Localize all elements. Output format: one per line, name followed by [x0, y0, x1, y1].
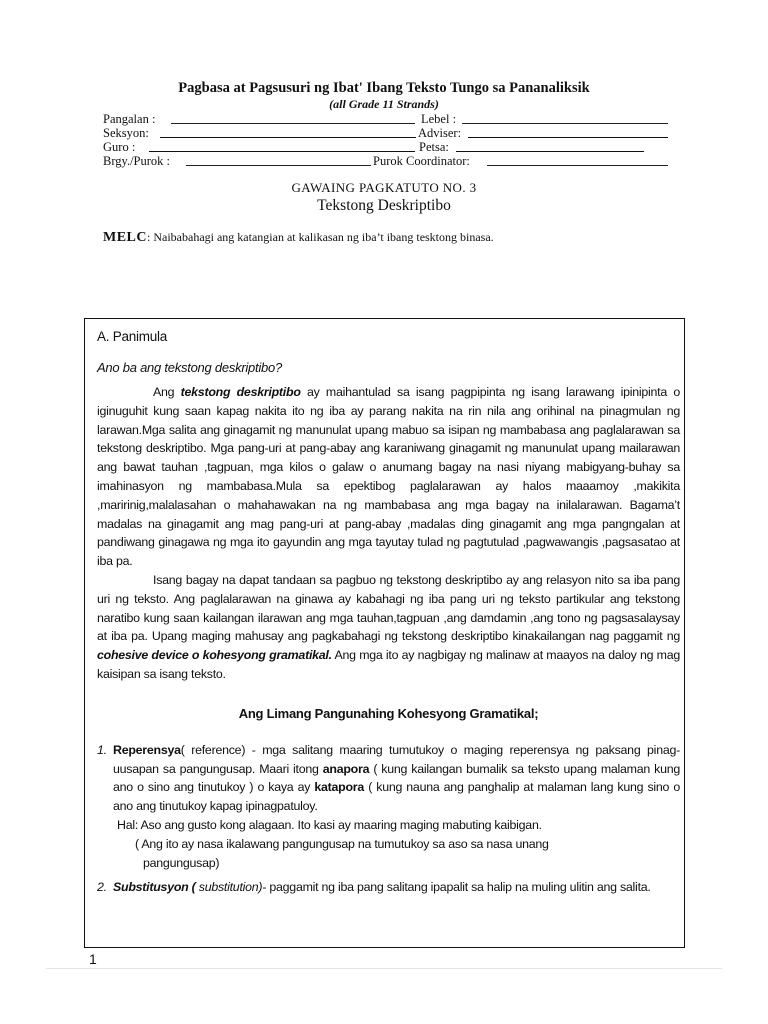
- p2-start: Isang bagay na dapat tandaan sa pagbuo ng tekstong deskriptibo ay ang relasyon nito sa iba pang uri ng teksto. Ang paglalarawan na ginawa ay kabahagi ng iba pang uri ng teksto partikular ang tekstong naratibo kung saan kailangan ilarawan ang mga tauhan,tagpuan ,ang damdamin ,ang tono ng pagsasalaysay at iba pa. Upang maging mahusay ang pagkabahagi ng tekstong deskriptibo kinakailangan nag paggamit ng: [97, 572, 680, 644]
- document-subtitle: (all Grade 11 Strands): [329, 97, 439, 111]
- pangalan-label: Pangalan :: [103, 112, 156, 126]
- coordinator-label: Purok Coordinator:: [373, 154, 470, 168]
- field-row-seksyon: [103, 126, 668, 140]
- guro-line[interactable]: [149, 151, 415, 152]
- item1-text1: ( reference) - mga salitang maaring tumutukoy o maging reperensya ng paksang pinag-uusapan sa pangungusap. Maari itong: [113, 742, 680, 776]
- seksyon-label: Seksyon:: [103, 126, 149, 140]
- petsa-line[interactable]: [456, 151, 644, 152]
- lebel-label: Lebel :: [421, 112, 457, 126]
- list-item-reperensya: [97, 741, 680, 816]
- lebel-line[interactable]: [462, 123, 668, 124]
- item1-anapora: anapora: [322, 761, 370, 776]
- list-item-substitusyon: [97, 878, 680, 897]
- item2-number: 2.: [97, 880, 107, 895]
- item2-term: Substitusyon (: [113, 880, 199, 895]
- p1-rest: ay maihantulad sa isang pagpipinta ng isang larawang ipinipinta o iginuguhit kung saan kapag nakita ito ng iba ay parang nakita na rin nila ang orihinal na pinagmulan ng larawan.Mga salita ang ginagamit ng manunulat upang mabuo sa isipan ng mambabasa ang paglalarawan sa tekstong deskriptibo. Mga pang-uri at pang-abay ang karaniwang ginagamit ng manunulat upang mailarawan ang bawat tauhan ,tagpuan, mga kilos o galaw o anumang bagay na nasi niyang mabigyang-buhay sa imahinasyon ng mambabasa.Mula sa epektibog paglalarawan ay halos maaamoy ,makikita ,maririnig,malalasahan o mahahawakan na ng mambabasa ang mga bagay na inilalarawan. Bagama’t madalas na ginagamit ang mag pang-uri at pang-abay ,madalas ding ginagamit ang mga pangngalan at pandiwang ginagawa ng mga ito gayundin ang mga tayutay tulad ng pagtutulad ,pagwawangis ,pagsasatao at iba pa.: [97, 385, 680, 569]
- item1-term: Reperensya: [113, 742, 181, 757]
- brgy-line[interactable]: [186, 165, 371, 166]
- guide-question: Ano ba ang tekstong deskriptibo?: [97, 360, 282, 375]
- adviser-line[interactable]: [468, 137, 668, 138]
- page-divider: [46, 968, 722, 969]
- melc-line: [103, 230, 494, 246]
- item1-number: 1.: [97, 742, 107, 757]
- item1-note-line2: pangungusap): [143, 855, 220, 870]
- item2-text: - paggamit ng iba pang salitang ipapalit sa halip na muling ulitin ang salita.: [262, 880, 651, 895]
- pangalan-line[interactable]: [171, 123, 415, 124]
- coordinator-line[interactable]: [487, 165, 668, 166]
- p2-term: cohesive device o kohesyong gramatikal.: [97, 648, 332, 663]
- paragraph-intro: [97, 383, 680, 571]
- activity-number: GAWAING PAGKATUTO NO. 3: [291, 180, 477, 195]
- content-body: [97, 329, 680, 897]
- section-heading: A. Panimula: [97, 329, 168, 344]
- field-row-pangalan: [103, 112, 668, 126]
- petsa-label: Petsa:: [419, 140, 449, 154]
- page-number: 1: [89, 951, 97, 967]
- seksyon-line[interactable]: [160, 137, 416, 138]
- guro-label: Guro :: [103, 140, 136, 154]
- brgy-label: Brgy./Purok :: [103, 154, 171, 168]
- item1-text3: ( kung nauna ang panghalip at malaman lang kung sino o ano ang tinutukoy kapag ipinagpatuloy.: [113, 780, 680, 814]
- paragraph-relation: [97, 571, 680, 684]
- field-row-guro: [103, 140, 668, 154]
- item1-example: Hal: Aso ang gusto kong alagaan. Ito kasi ay maaring maging mabuting kaibigan.: [117, 817, 542, 832]
- item1-note-line1: ( Ang ito ay nasa ikalawang pangungusap na tumutukoy sa aso sa nasa unang: [135, 836, 549, 851]
- melc-label: MELC: [103, 230, 147, 245]
- p1-start: Ang: [153, 385, 181, 399]
- activity-topic: Tekstong Deskriptibo: [317, 197, 451, 214]
- item2-term-italic: substitution): [198, 880, 263, 895]
- kohesyon-heading: Ang Limang Pangunahing Kohesyong Gramatikal;: [238, 705, 539, 721]
- item1-text2: ( kung kailangan bumalik sa teksto upang malaman kung ano o sino ang tinutukoy ) o kaya ay: [113, 761, 680, 795]
- document-title: Pagbasa at Pagsusuri ng Ibat' Ibang Teksto Tungo sa Pananaliksik: [178, 80, 590, 96]
- adviser-label: Adviser:: [418, 126, 462, 140]
- p1-term: tekstong deskriptibo: [180, 385, 301, 399]
- p2-end: Ang mga ito ay nagbigay ng malinaw at maayos na daloy ng mag kaisipan sa isang teksto.: [97, 648, 680, 681]
- item1-katapora: katapora: [314, 780, 365, 795]
- content-box: [84, 318, 685, 948]
- melc-text: : Naibabahagi ang katangian at kalikasan ng iba’t ibang tesktong binasa.: [147, 230, 494, 244]
- field-row-brgy: [103, 154, 668, 168]
